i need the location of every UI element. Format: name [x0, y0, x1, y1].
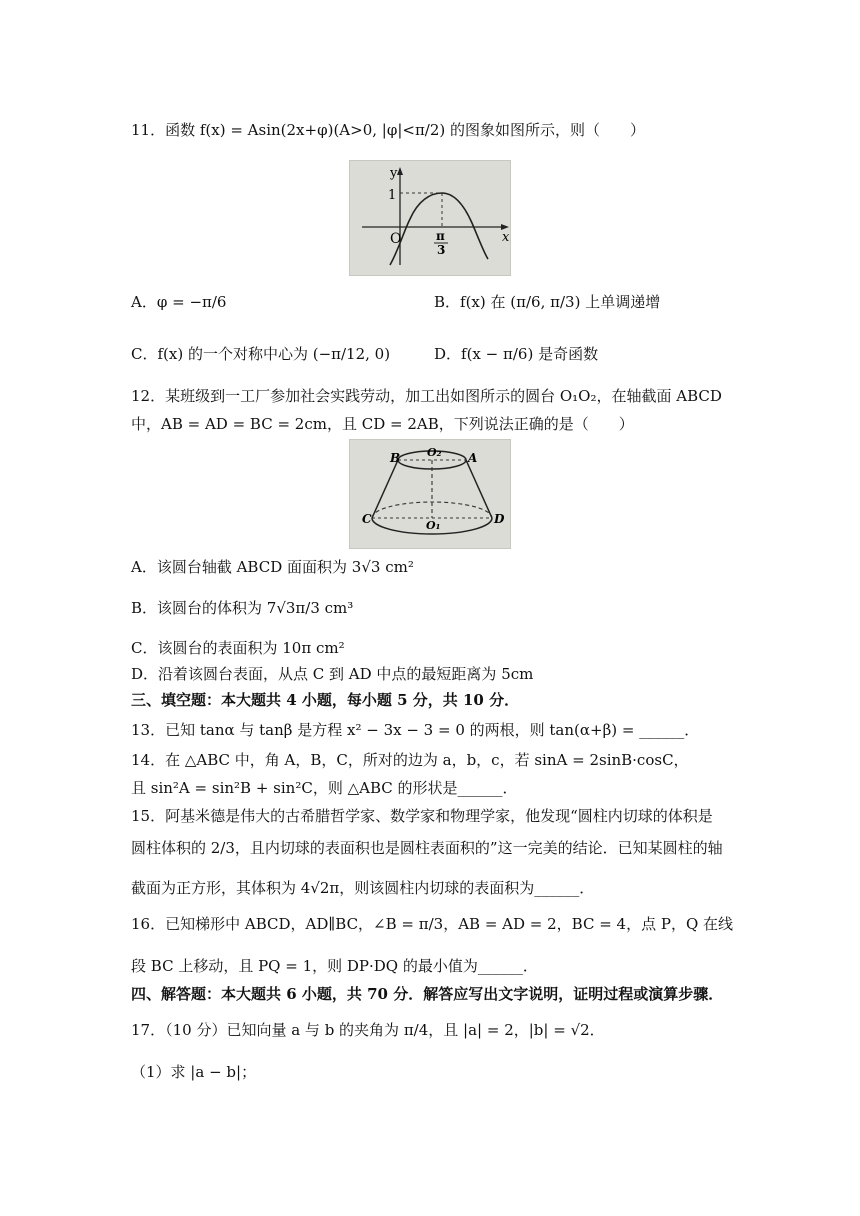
section-4-heading: 四、解答题：本大题共 6 小题，共 70 分．解答应写出文字说明，证明过程或演算步骤．: [131, 985, 724, 1003]
q11-option-d: D．f(x − π/6) 是奇函数: [434, 345, 599, 363]
q11-option-c: C．f(x) 的一个对称中心为 (−π/12, 0): [131, 345, 391, 363]
q12-option-d: D．沿着该圆台表面，从点 C 到 AD 中点的最短距离为 5cm: [131, 665, 534, 683]
q12-option-c: C．该圆台的表面积为 10π cm²: [131, 639, 345, 657]
q12-option-a: A．该圆台轴截 ABCD 面面积为 3√3 cm²: [131, 558, 414, 576]
q16-line2: 段 BC 上移动，且 PQ = 1，则 DP·DQ 的最小值为______．: [131, 957, 538, 975]
frustum-figure: [349, 439, 511, 549]
origin-label: O: [390, 231, 402, 247]
point-a-label: A: [468, 451, 478, 465]
x-axis-label: x: [502, 230, 510, 245]
point-d-label: D: [494, 512, 505, 526]
point-b-label: B: [390, 451, 401, 465]
tick-label-one: 1: [388, 188, 397, 203]
q15-line3: 截面为正方形，其体积为 4√2π，则该圆柱内切球的表面积为______．: [131, 879, 595, 897]
q15-line2: 圆柱体积的 2/3，且内切球的表面积也是圆柱表面积的”这一完美的结论．已知某圆柱的轴: [131, 839, 723, 857]
q12-stem-line1: 12．某班级到一工厂参加社会实践劳动，加工出如图所示的圆台 O₁O₂，在轴截面 ABCD: [131, 387, 722, 405]
q11-option-b: B．f(x) 在 (π/6, π/3) 上单调递增: [434, 293, 661, 311]
q16-line1: 16．已知梯形中 ABCD，AD∥BC，∠B = π/3，AB = AD = 2，BC = 4，点 P，Q 在线: [131, 915, 734, 933]
sine-graph-figure: [349, 160, 511, 276]
q12-stem-line2: 中，AB = AD = BC = 2cm，且 CD = 2AB，下列说法正确的是（ ）: [131, 415, 634, 433]
tick-label-three: 3: [437, 243, 446, 257]
y-axis-label: y: [390, 166, 398, 181]
q14-line1: 14．在 △ABC 中，角 A，B，C，所对的边为 a，b，c，若 sinA = 2sinB·cosC，: [131, 751, 689, 769]
point-c-label: C: [362, 512, 372, 526]
point-o1-label: O₁: [426, 519, 441, 532]
tick-label-pi: π: [436, 229, 445, 243]
q15-line1: 15．阿基米德是伟大的古希腊哲学家、数学家和物理学家，他发现“圆柱内切球的体积是: [131, 807, 713, 825]
q11-option-a: A．φ = −π/6: [131, 293, 227, 311]
q13-text: 13．已知 tanα 与 tanβ 是方程 x² − 3x − 3 = 0 的两根，则 tan(α+β) = ______．: [131, 721, 700, 739]
q12-option-b: B．该圆台的体积为 7√3π/3 cm³: [131, 599, 354, 617]
section-3-heading: 三、填空题：本大题共 4 小题，每小题 5 分，共 10 分．: [131, 691, 520, 709]
q17-part1: （1）求 |a − b|；: [131, 1063, 257, 1081]
q17-stem: 17．（10 分）已知向量 a 与 b 的夹角为 π/4，且 |a| = 2，|b| = √2．: [131, 1021, 605, 1039]
point-o2-label: O₂: [427, 446, 442, 459]
q11-stem: 11．函数 f(x) = Asin(2x+φ)(A>0, |φ|<π/2) 的图象如图所示，则（ ）: [131, 121, 646, 139]
q14-line2: 且 sin²A = sin²B + sin²C，则 △ABC 的形状是______．: [131, 779, 518, 797]
